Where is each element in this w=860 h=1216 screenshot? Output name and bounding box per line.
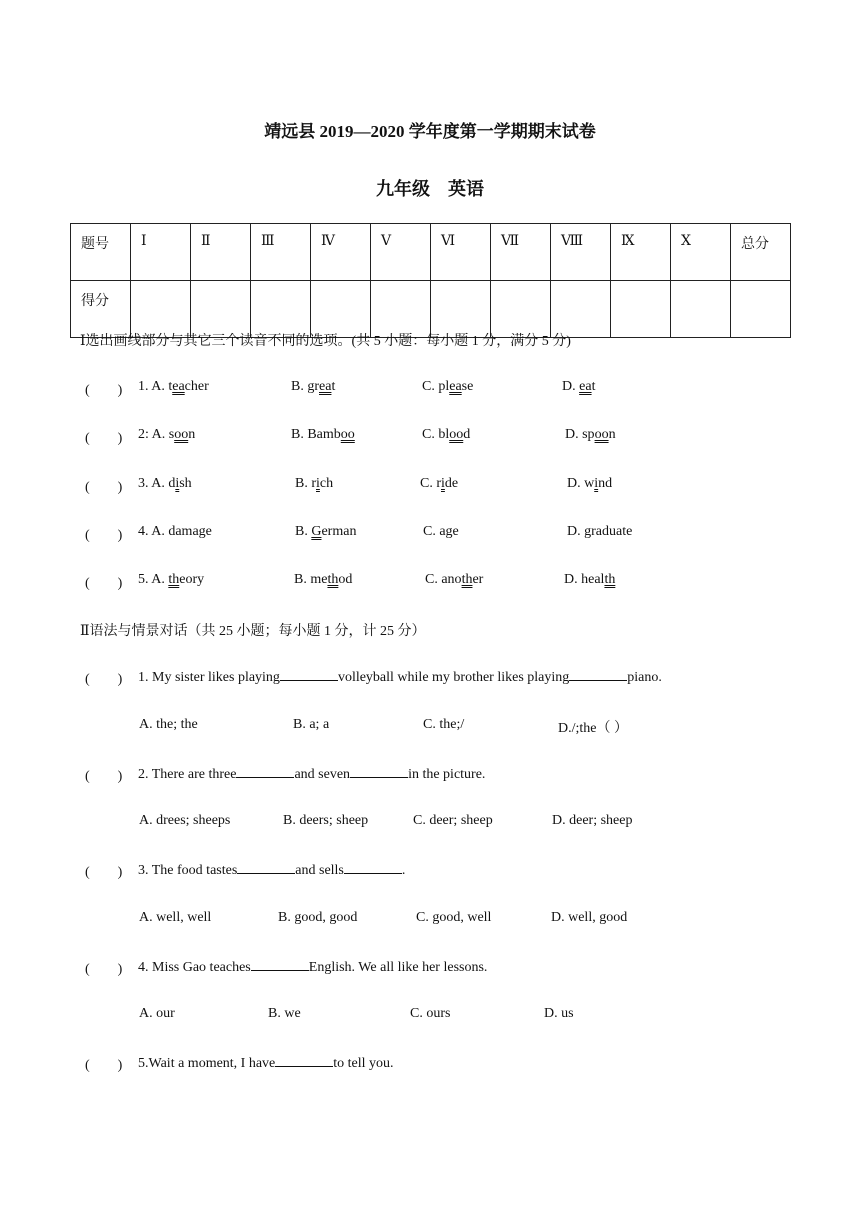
- blank: [237, 861, 295, 874]
- option-c: C. ride: [420, 476, 459, 491]
- table-cell: Ⅸ: [611, 224, 671, 281]
- score-cell[interactable]: [371, 281, 431, 338]
- table-cell: Ⅰ: [131, 224, 191, 281]
- score-cell[interactable]: [191, 281, 251, 338]
- option-b: B. rich: [295, 476, 334, 491]
- option-a: 1. A. teacher: [138, 379, 209, 394]
- answer-paren[interactable]: ( ): [85, 672, 123, 687]
- table-cell: Ⅱ: [191, 224, 251, 281]
- blank: [344, 861, 402, 874]
- option-d: D. wind: [567, 476, 613, 491]
- option-d: D. spoon: [565, 427, 616, 442]
- option-c: C. age: [423, 524, 459, 539]
- section-1-heading: Ⅰ选出画线部分与其它三个读音不同的选项。(共 5 小题：每小题 1 分，满分 5 分): [80, 334, 571, 349]
- option-a: 2: A. soon: [138, 427, 196, 442]
- score-cell[interactable]: [311, 281, 371, 338]
- answer-paren[interactable]: ( ): [85, 769, 123, 784]
- question-stem: 5.Wait a moment, I have to tell you.: [138, 1056, 394, 1071]
- score-table-header-row: [71, 224, 791, 281]
- blank: [275, 1054, 333, 1067]
- score-cell[interactable]: [431, 281, 491, 338]
- score-cell[interactable]: [731, 281, 791, 338]
- option-a: A. drees; sheeps: [139, 813, 231, 828]
- option-b: B. Bamboo: [291, 427, 355, 442]
- answer-paren[interactable]: ( ): [85, 480, 123, 495]
- option-c: C. please: [422, 379, 474, 394]
- exam-title: 靖远县 2019—2020 学年度第一学期期末试卷: [264, 122, 596, 141]
- question-stem: 3. The food tastes and sells .: [138, 863, 406, 878]
- table-cell: 总分: [731, 224, 791, 281]
- option-b: B. we: [268, 1006, 301, 1021]
- answer-paren[interactable]: ( ): [85, 383, 123, 398]
- option-c: C. another: [425, 572, 484, 587]
- option-c: C. the;/: [423, 717, 465, 732]
- option-d: D. well, good: [551, 910, 628, 925]
- option-d: D. health: [564, 572, 616, 587]
- answer-paren[interactable]: ( ): [85, 865, 123, 880]
- blank: [236, 765, 294, 778]
- option-b: B. deers; sheep: [283, 813, 369, 828]
- exam-subtitle: 九年级 英语: [376, 179, 484, 199]
- answer-paren[interactable]: ( ): [85, 1058, 123, 1073]
- table-cell: Ⅷ: [551, 224, 611, 281]
- question-stem: 1. My sister likes playing volleyball while my brother likes playing piano.: [138, 670, 662, 685]
- option-c: C. deer; sheep: [413, 813, 493, 828]
- option-a: A. the; the: [139, 717, 198, 732]
- blank: [251, 958, 309, 971]
- score-cell[interactable]: [611, 281, 671, 338]
- table-cell: Ⅶ: [491, 224, 551, 281]
- blank: [350, 765, 408, 778]
- option-c: C. blood: [422, 427, 471, 442]
- score-cell[interactable]: [551, 281, 611, 338]
- option-b: B. good, good: [278, 910, 358, 925]
- option-d: D. deer; sheep: [552, 813, 633, 828]
- blank: [569, 668, 627, 681]
- question-stem: 2. There are three and seven in the picture.: [138, 767, 486, 782]
- score-cell[interactable]: [251, 281, 311, 338]
- option-a: 5. A. theory: [138, 572, 205, 587]
- option-a: 3. A. dish: [138, 476, 192, 491]
- table-cell: Ⅵ: [431, 224, 491, 281]
- table-cell: 题号: [71, 224, 131, 281]
- option-d: D. graduate: [567, 524, 633, 539]
- option-a: A. well, well: [139, 910, 212, 925]
- answer-paren[interactable]: ( ): [85, 431, 123, 446]
- section-2-heading: Ⅱ语法与情景对话（共 25 小题；每小题 1 分，计 25 分）: [80, 624, 426, 639]
- answer-paren[interactable]: ( ): [85, 962, 123, 977]
- table-cell: Ⅹ: [671, 224, 731, 281]
- option-b: B. great: [291, 379, 336, 394]
- option-c: C. good, well: [416, 910, 492, 925]
- answer-paren[interactable]: ( ): [85, 576, 123, 591]
- option-b: B. a; a: [293, 717, 330, 732]
- score-cell[interactable]: [131, 281, 191, 338]
- score-table-score-row: [71, 281, 791, 338]
- option-a: A. our: [139, 1006, 175, 1021]
- score-cell[interactable]: [491, 281, 551, 338]
- option-b: B. method: [294, 572, 353, 587]
- option-d: D./;the（ ）: [558, 721, 628, 736]
- score-table: [70, 223, 791, 338]
- option-c: C. ours: [410, 1006, 451, 1021]
- score-cell[interactable]: [671, 281, 731, 338]
- answer-paren[interactable]: ( ): [85, 528, 123, 543]
- table-cell: 得分: [71, 281, 131, 338]
- table-cell: Ⅲ: [251, 224, 311, 281]
- table-cell: Ⅳ: [311, 224, 371, 281]
- blank: [280, 668, 338, 681]
- question-stem: 4. Miss Gao teaches English. We all like her lessons.: [138, 960, 488, 975]
- option-d: D. us: [544, 1006, 574, 1021]
- option-d: D. eat: [562, 379, 596, 394]
- option-b: B. German: [295, 524, 357, 539]
- table-cell: Ⅴ: [371, 224, 431, 281]
- option-a: 4. A. damage: [138, 524, 212, 539]
